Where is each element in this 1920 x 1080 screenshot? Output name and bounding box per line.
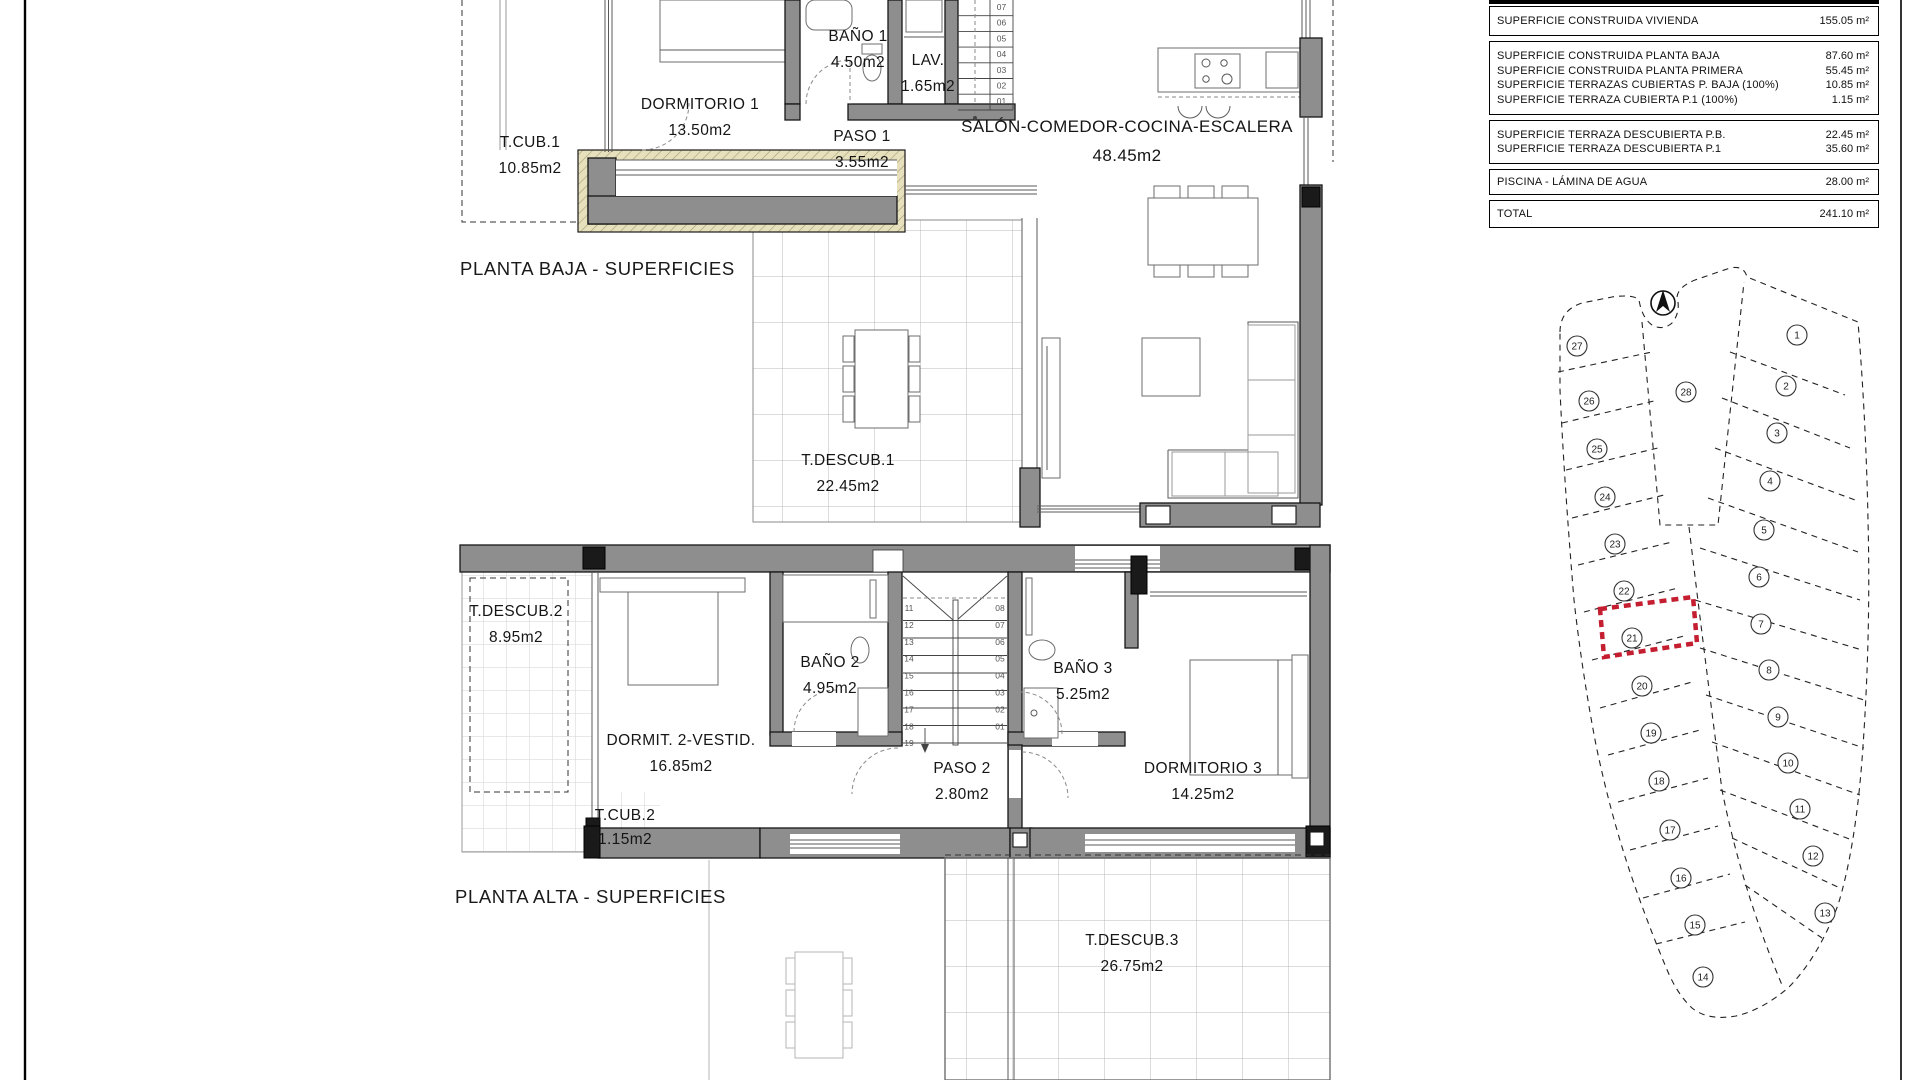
svg-text:19: 19 xyxy=(1645,728,1657,740)
svg-text:26: 26 xyxy=(1583,396,1595,408)
stair-number: 06 xyxy=(996,17,1007,28)
site-plot-3 xyxy=(1767,423,1787,443)
room-label-salon: SALÓN-COMEDOR-COCINA-ESCALERA 48.45m2 xyxy=(961,117,1293,165)
site-plot-20 xyxy=(1632,676,1652,696)
dining-table xyxy=(1148,186,1258,277)
site-plot-8 xyxy=(1759,660,1779,680)
svg-text:23: 23 xyxy=(1609,539,1621,551)
summary-row: SUPERFICIE CONSTRUIDA PLANTA PRIMERA 55.45 m² xyxy=(1497,64,1869,77)
room-label-lav: LAV. 1.65m2 xyxy=(900,52,956,95)
svg-text:22: 22 xyxy=(1618,586,1630,598)
site-plot-26 xyxy=(1579,391,1599,411)
site-plot-15 xyxy=(1685,915,1705,935)
room-label-tdescub-2: T.DESCUB.2 8.95m2 xyxy=(469,603,563,646)
svg-text:4: 4 xyxy=(1767,476,1773,488)
site-plot-24 xyxy=(1595,487,1615,507)
site-plot-21 xyxy=(1622,628,1642,648)
sink-bano2 xyxy=(858,688,888,736)
shower-bano2 xyxy=(783,575,888,622)
room-label-dormitorio-3: DORMITORIO 3 14.25m2 xyxy=(1143,760,1263,803)
stair-number: 15 xyxy=(904,670,914,681)
table-group-descubierta xyxy=(1489,120,1879,164)
stair-number: 01 xyxy=(996,96,1007,107)
svg-text:24: 24 xyxy=(1599,492,1611,504)
svg-text:3: 3 xyxy=(1774,428,1780,440)
svg-text:20: 20 xyxy=(1636,681,1648,693)
room-label-dormit-2: DORMIT. 2-VESTID. 16.85m2 xyxy=(606,732,756,775)
site-plot-5 xyxy=(1754,520,1774,540)
bed-dormitorio-2 xyxy=(600,578,745,685)
site-plot-17 xyxy=(1660,820,1680,840)
stair-number: 07 xyxy=(995,619,1005,630)
site-plot-25 xyxy=(1587,439,1607,459)
svg-text:27: 27 xyxy=(1571,341,1583,353)
site-plot-18 xyxy=(1649,771,1669,791)
site-plot-23 xyxy=(1605,534,1625,554)
bed-dormitorio-1 xyxy=(660,0,788,62)
stair-number: 04 xyxy=(995,670,1005,681)
svg-text:2: 2 xyxy=(1783,381,1789,393)
svg-text:21: 21 xyxy=(1626,633,1638,645)
stair-number: 19 xyxy=(904,738,914,749)
stair-number: 05 xyxy=(995,653,1005,664)
site-plot-13 xyxy=(1815,903,1835,923)
site-plot-27 xyxy=(1567,336,1587,356)
washer-icon xyxy=(904,0,944,37)
summary-table xyxy=(1489,0,1879,233)
summary-row: SUPERFICIE CONSTRUIDA PLANTA BAJA 87.60 m² xyxy=(1497,50,1869,62)
stair-number: 13 xyxy=(904,636,914,647)
svg-text:18: 18 xyxy=(1653,776,1665,788)
svg-text:11: 11 xyxy=(1794,804,1806,816)
stair-number: 14 xyxy=(904,653,914,664)
svg-text:6: 6 xyxy=(1756,572,1762,584)
room-label-paso-2: PASO 2 2.80m2 xyxy=(933,760,991,803)
stair-number: 16 xyxy=(904,687,914,698)
stair-number: 11 xyxy=(904,603,914,613)
terrace-table xyxy=(843,330,920,428)
garden-table xyxy=(786,952,852,1058)
svg-text:9: 9 xyxy=(1775,712,1781,724)
toilet-bano3 xyxy=(1029,640,1055,660)
highlighted-plot-21-outline xyxy=(1600,597,1697,657)
stair-number: 06 xyxy=(995,636,1005,647)
stair-number: 01 xyxy=(995,721,1005,732)
site-plot-10 xyxy=(1778,753,1798,773)
site-plan xyxy=(1558,267,1869,1017)
table-group-piscina xyxy=(1489,169,1879,195)
svg-text:28: 28 xyxy=(1680,387,1692,399)
svg-text:5: 5 xyxy=(1761,525,1767,537)
site-plot-6 xyxy=(1749,567,1769,587)
site-plot-4 xyxy=(1760,471,1780,491)
summary-row: SUPERFICIE TERRAZA CUBIERTA P.1 (100%) 1.15 m² xyxy=(1497,93,1869,106)
room-label-bano-2: BAÑO 2 4.95m2 xyxy=(800,654,860,697)
stair-number: 07 xyxy=(996,2,1007,12)
svg-text:8: 8 xyxy=(1766,665,1772,677)
site-plot-7 xyxy=(1751,614,1771,634)
stair-number: 02 xyxy=(996,80,1007,91)
stair-number: 18 xyxy=(904,721,914,732)
table-group-vivienda xyxy=(1489,6,1879,36)
site-plot-22 xyxy=(1614,581,1634,601)
room-label-bano-3: BAÑO 3 5.25m2 xyxy=(1053,660,1113,703)
staircase-upper xyxy=(903,576,1007,753)
site-plot-9 xyxy=(1768,707,1788,727)
site-plot-28 xyxy=(1676,382,1696,402)
upper-floor-plan xyxy=(460,545,1330,1080)
stair-number: 17 xyxy=(904,704,914,715)
room-label-tdescub-3: T.DESCUB.3 26.75m2 xyxy=(1085,932,1179,975)
table-group-total xyxy=(1489,200,1879,228)
svg-text:1: 1 xyxy=(1794,330,1800,342)
svg-text:25: 25 xyxy=(1591,444,1603,456)
kitchen-counter xyxy=(1158,48,1300,118)
stair-number: 04 xyxy=(996,49,1007,60)
svg-text:15: 15 xyxy=(1689,920,1701,932)
ground-floor-title: PLANTA BAJA - SUPERFICIES xyxy=(460,258,735,279)
site-plot-16 xyxy=(1671,868,1691,888)
shower-screen-bano3 xyxy=(1026,578,1032,635)
stair-number: 03 xyxy=(995,687,1005,698)
site-plot-2 xyxy=(1776,376,1796,396)
site-plot-12 xyxy=(1803,846,1823,866)
site-plot-14 xyxy=(1693,967,1713,987)
room-label-bano-1: BAÑO 1 4.50m2 xyxy=(828,28,888,71)
summary-row: SUPERFICIE TERRAZAS CUBIERTAS P. BAJA (100%) 10.85 m² xyxy=(1497,79,1869,91)
svg-text:13: 13 xyxy=(1819,908,1831,920)
table-group-construida xyxy=(1489,41,1879,115)
table-top-bar xyxy=(1489,0,1879,4)
upper-floor-title: PLANTA ALTA - SUPERFICIES xyxy=(455,886,726,907)
stair-number: 03 xyxy=(996,64,1007,75)
room-label-tcub-2: T.CUB.2 1.15m2 xyxy=(594,807,656,848)
summary-row: SUPERFICIE TERRAZA DESCUBIERTA P.1 35.60 m² xyxy=(1497,143,1869,155)
summary-row: PISCINA - LÁMINA DE AGUA 28.00 m² xyxy=(1497,175,1869,188)
summary-row: TOTAL 241.10 m² xyxy=(1497,207,1869,220)
room-label-tdescub-1: T.DESCUB.1 22.45m2 xyxy=(801,452,895,495)
site-plot-1 xyxy=(1787,325,1807,345)
svg-text:14: 14 xyxy=(1697,972,1709,984)
stair-number: 05 xyxy=(996,33,1007,44)
room-label-tcub-1: T.CUB.1 10.85m2 xyxy=(498,134,562,177)
site-plot-19 xyxy=(1641,723,1661,743)
summary-row: SUPERFICIE TERRAZA DESCUBIERTA P.B. 22.45 m² xyxy=(1497,128,1869,141)
room-label-dormitorio-1: DORMITORIO 1 13.50m2 xyxy=(640,96,760,139)
site-plot-11 xyxy=(1790,799,1810,819)
svg-text:17: 17 xyxy=(1664,825,1676,837)
svg-text:7: 7 xyxy=(1758,619,1764,631)
room-label-paso-1: PASO 1 3.55m2 xyxy=(833,128,891,171)
stair-number: 12 xyxy=(904,619,914,630)
stair-number: 08 xyxy=(995,603,1005,613)
svg-text:16: 16 xyxy=(1675,873,1687,885)
svg-text:10: 10 xyxy=(1782,758,1794,770)
svg-text:12: 12 xyxy=(1807,851,1819,863)
summary-row: SUPERFICIE CONSTRUIDA VIVIENDA 155.05 m² xyxy=(1497,14,1869,27)
stair-number: 02 xyxy=(995,704,1005,715)
north-arrow-icon xyxy=(1651,290,1675,315)
